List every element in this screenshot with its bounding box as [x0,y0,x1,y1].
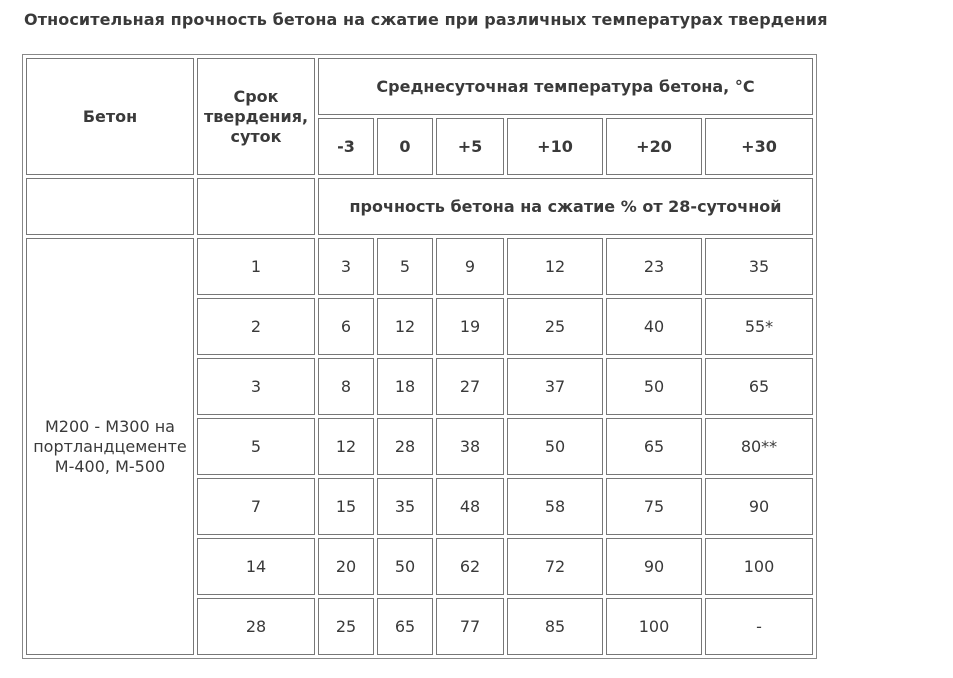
value-cell: 85 [507,598,603,655]
days-cell: 28 [197,598,315,655]
value-cell: 40 [606,298,702,355]
header-term-line-3: суток [230,126,282,146]
value-cell: 25 [318,598,374,655]
value-cell: 35 [705,238,813,295]
value-cell: 72 [507,538,603,595]
concrete-grade-cell [26,238,194,655]
value-cell: 18 [377,358,433,415]
value-cell: 80** [705,418,813,475]
days-cell: 1 [197,238,315,295]
temp-header: 0 [377,118,433,175]
value-cell: 27 [436,358,504,415]
temp-header: +10 [507,118,603,175]
temp-header: +20 [606,118,702,175]
temp-header: -3 [318,118,374,175]
value-cell: 65 [377,598,433,655]
empty-cell [197,178,315,235]
value-cell: 55* [705,298,813,355]
value-cell: - [705,598,813,655]
value-cell: 8 [318,358,374,415]
value-cell: 90 [606,538,702,595]
concrete-line-1: М200 - М300 на [45,416,175,436]
value-cell: 12 [318,418,374,475]
value-cell: 58 [507,478,603,535]
value-cell: 38 [436,418,504,475]
value-cell: 65 [705,358,813,415]
concrete-line-2: портландцементе [33,436,187,456]
value-cell: 90 [705,478,813,535]
header-term-line-1: Срок [233,86,279,106]
header-term-line-2: твердения, [203,106,309,126]
value-cell: 37 [507,358,603,415]
days-cell: 7 [197,478,315,535]
value-cell: 48 [436,478,504,535]
concrete-line-3: М-400, М-500 [54,456,166,476]
value-cell: 50 [606,358,702,415]
value-cell: 5 [377,238,433,295]
days-cell: 5 [197,418,315,475]
header-concrete: Бетон [26,58,194,175]
temp-header: +5 [436,118,504,175]
empty-cell [26,178,194,235]
header-temperature: Среднесуточная температура бетона, °С [318,58,813,115]
value-cell: 25 [507,298,603,355]
days-cell: 3 [197,358,315,415]
value-cell: 62 [436,538,504,595]
value-cell: 20 [318,538,374,595]
page-title: Относительная прочность бетона на сжатие при различных температурах твердения [24,10,828,29]
value-cell: 12 [377,298,433,355]
value-cell: 23 [606,238,702,295]
value-cell: 15 [318,478,374,535]
strength-table [22,54,817,659]
value-cell: 100 [606,598,702,655]
days-cell: 14 [197,538,315,595]
value-cell: 3 [318,238,374,295]
days-cell: 2 [197,298,315,355]
value-cell: 19 [436,298,504,355]
header-strength: прочность бетона на сжатие % от 28-суточной [318,178,813,235]
value-cell: 28 [377,418,433,475]
value-cell: 12 [507,238,603,295]
value-cell: 77 [436,598,504,655]
value-cell: 75 [606,478,702,535]
temp-header: +30 [705,118,813,175]
value-cell: 50 [507,418,603,475]
value-cell: 6 [318,298,374,355]
value-cell: 35 [377,478,433,535]
value-cell: 50 [377,538,433,595]
value-cell: 100 [705,538,813,595]
value-cell: 9 [436,238,504,295]
value-cell: 65 [606,418,702,475]
header-hardening-term [197,58,315,175]
